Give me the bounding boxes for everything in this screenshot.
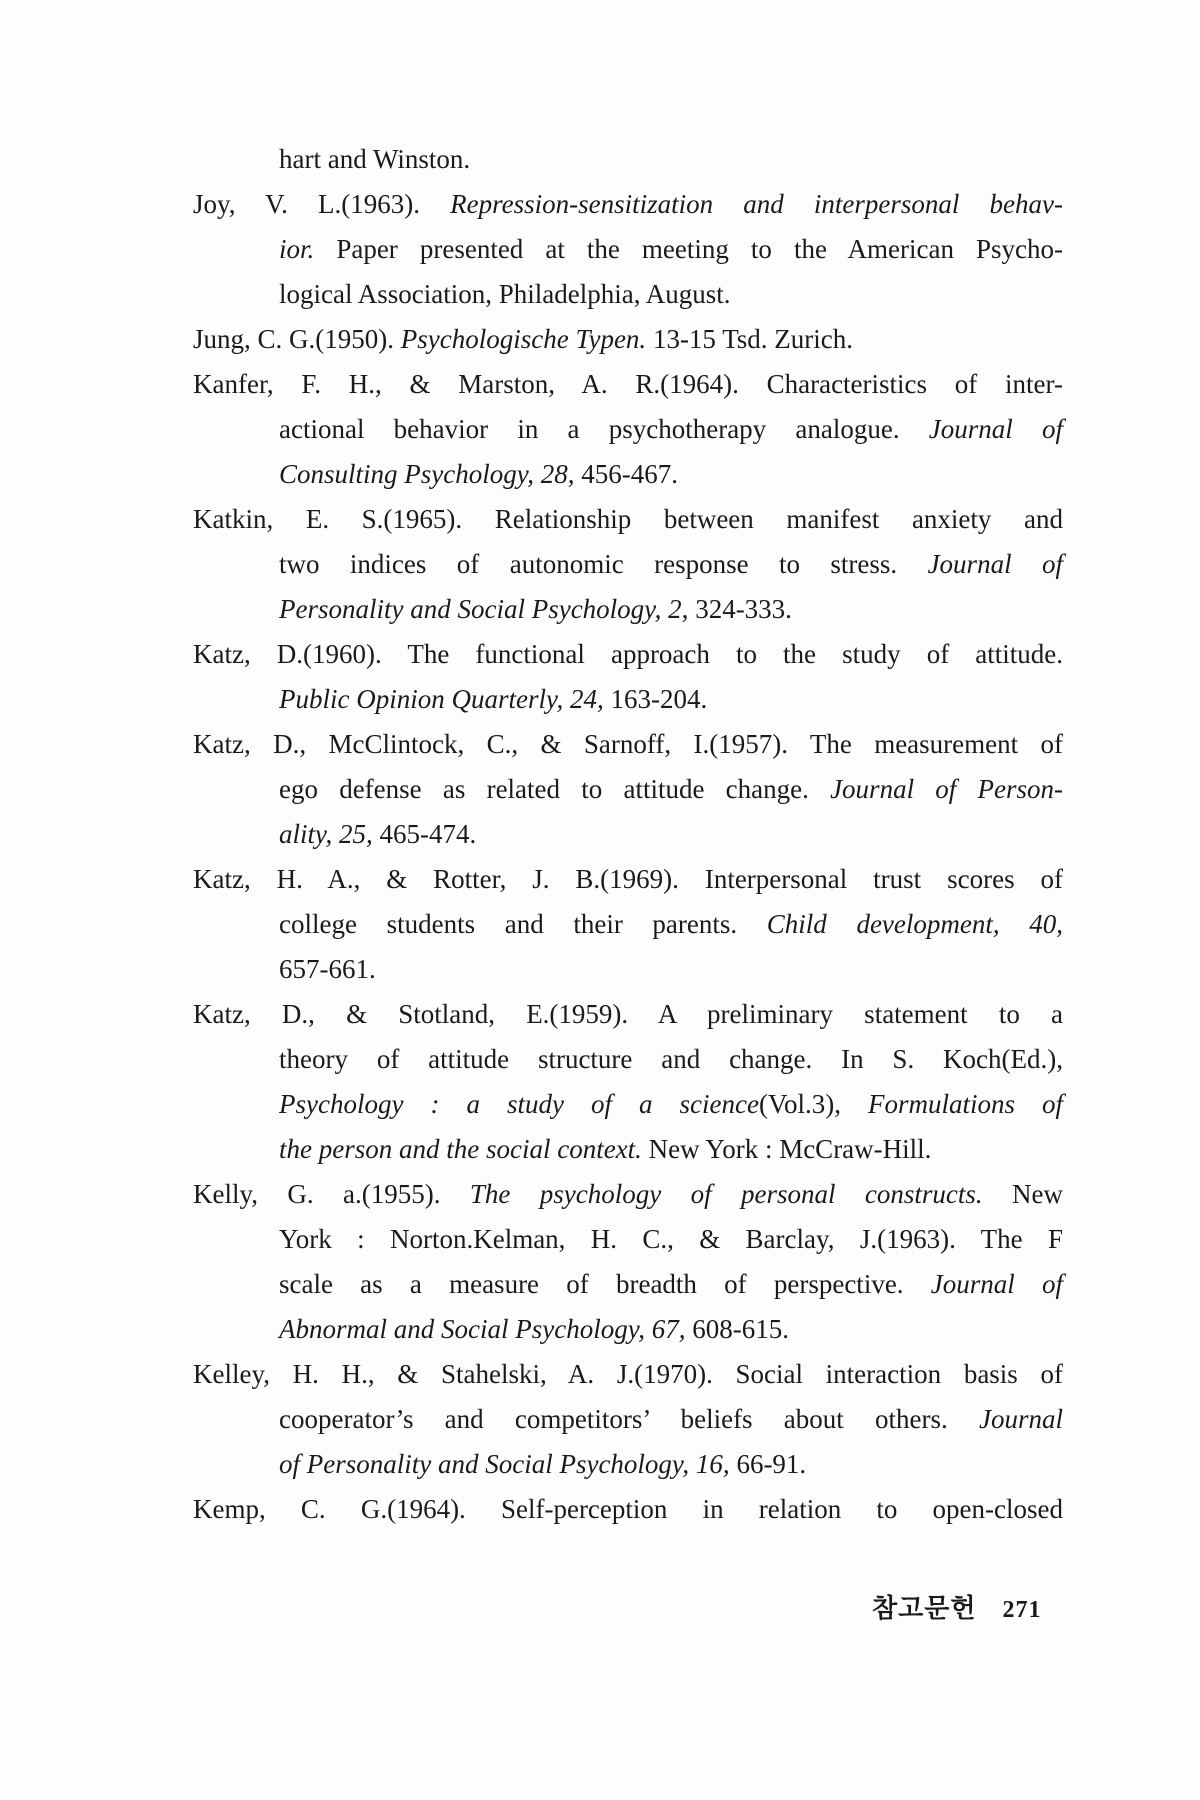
text: scale as a measure of breadth of perspective. — [279, 1269, 931, 1299]
italic-text: ior. — [279, 234, 315, 264]
text: Joy, V. L.(1963). — [193, 189, 451, 219]
text: Katkin, E. S.(1965). Relationship between manifest anxiety and — [193, 504, 1063, 534]
reference-line — [193, 1127, 1063, 1172]
reference-list — [193, 137, 1063, 1532]
reference-entry — [193, 497, 1063, 632]
reference-line — [193, 1217, 1063, 1262]
reference-line — [193, 272, 1063, 317]
text: Katz, D., & Stotland, E.(1959). A preliminary statement to a — [193, 999, 1063, 1029]
italic-text: Consulting Psychology, 28, — [279, 459, 575, 489]
reference-entry — [193, 1172, 1063, 1352]
reference-line — [193, 677, 1063, 722]
text: two indices of autonomic response to stress. — [279, 549, 928, 579]
reference-entry — [193, 857, 1063, 992]
italic-text: Repression-sensitization and interpersonal behav- — [450, 189, 1063, 219]
italic-text: Formulations of — [867, 1089, 1063, 1119]
page-number: 271 — [1002, 1597, 1042, 1623]
text: 608-615. — [685, 1314, 789, 1344]
text: 657-661. — [279, 954, 376, 984]
text: cooperator’s and competitors’ beliefs about others. — [279, 1404, 979, 1434]
text: 13-15 Tsd. Zurich. — [646, 324, 854, 354]
text: Kelly, G. a.(1955). — [193, 1179, 470, 1209]
italic-text: Personality and Social Psychology, 2, — [279, 594, 689, 624]
reference-line — [193, 407, 1063, 452]
reference-line — [193, 992, 1063, 1037]
reference-line — [193, 1172, 1063, 1217]
reference-entry — [193, 317, 1063, 362]
reference-line — [193, 587, 1063, 632]
text: New York : McCraw-Hill. — [641, 1134, 932, 1164]
reference-entry — [193, 137, 1063, 182]
text: 324-333. — [688, 594, 792, 624]
reference-line — [193, 317, 1063, 362]
text: 465-474. — [372, 819, 477, 849]
reference-line — [193, 497, 1063, 542]
reference-entry — [193, 362, 1063, 497]
reference-line — [193, 362, 1063, 407]
italic-text: of Personality and Social Psychology, 16, — [279, 1449, 730, 1479]
italic-text: The psychology of personal constructs. — [469, 1179, 983, 1209]
text: 66-91. — [729, 1449, 807, 1479]
reference-line — [193, 1442, 1063, 1487]
reference-line — [193, 632, 1063, 677]
italic-text: Child development, 40, — [766, 909, 1064, 939]
reference-entry — [193, 992, 1063, 1172]
reference-line — [193, 137, 1063, 182]
reference-line — [193, 1487, 1063, 1532]
reference-line — [193, 182, 1063, 227]
text: Katz, H. A., & Rotter, J. B.(1969). Interpersonal trust scores of — [193, 864, 1063, 894]
text: Kemp, C. G.(1964). Self-perception in relation to open-closed — [193, 1494, 1063, 1524]
text: Jung, C. G.(1950). — [193, 324, 401, 354]
text: York : Norton.Kelman, H. C., & Barclay, J.(1963). The F — [279, 1224, 1063, 1254]
italic-text: ality, 25, — [279, 819, 373, 849]
page-footer — [872, 1588, 1041, 1625]
text: hart and Winston. — [279, 144, 471, 174]
text: New — [982, 1179, 1063, 1209]
text: 456-467. — [574, 459, 678, 489]
reference-entry — [193, 722, 1063, 857]
reference-line — [193, 947, 1063, 992]
italic-text: Journal — [979, 1404, 1063, 1434]
reference-line — [193, 1352, 1063, 1397]
text: theory of attitude structure and change. In S. Koch(Ed.), — [279, 1044, 1063, 1074]
reference-line — [193, 857, 1063, 902]
text: Katz, D., McClintock, C., & Sarnoff, I.(1957). The measurement of — [193, 729, 1063, 759]
text: actional behavior in a psychotherapy analogue. — [279, 414, 929, 444]
italic-text: Journal of — [927, 549, 1063, 579]
italic-text: Public Opinion Quarterly, 24, — [279, 684, 604, 714]
text: Paper presented at the meeting to the American Psycho- — [314, 234, 1063, 264]
italic-text: the person and the social context. — [279, 1134, 642, 1164]
italic-text: Journal of — [930, 1269, 1063, 1299]
reference-line — [193, 452, 1063, 497]
reference-line — [193, 1307, 1063, 1352]
reference-line — [193, 1082, 1063, 1127]
reference-line — [193, 227, 1063, 272]
text: Kanfer, F. H., & Marston, A. R.(1964). Characteristics of inter- — [193, 369, 1063, 399]
reference-line — [193, 1397, 1063, 1442]
reference-entry — [193, 632, 1063, 722]
reference-line — [193, 1262, 1063, 1307]
text: Kelley, H. H., & Stahelski, A. J.(1970). Social interaction basis of — [193, 1359, 1063, 1389]
italic-text: Psychology : a study of a science — [279, 1089, 759, 1119]
text: 163-204. — [603, 684, 708, 714]
italic-text: Psychologische Typen. — [400, 324, 647, 354]
italic-text: Journal of — [928, 414, 1063, 444]
reference-entry — [193, 182, 1063, 317]
text: college students and their parents. — [279, 909, 767, 939]
italic-text: Journal of Person- — [830, 774, 1063, 804]
text: ego defense as related to attitude change. — [279, 774, 831, 804]
reference-entry — [193, 1487, 1063, 1532]
reference-line — [193, 767, 1063, 812]
reference-line — [193, 1037, 1063, 1082]
reference-line — [193, 542, 1063, 587]
reference-line — [193, 812, 1063, 857]
reference-line — [193, 722, 1063, 767]
text: logical Association, Philadelphia, August. — [279, 279, 731, 309]
text: Katz, D.(1960). The functional approach to the study of attitude. — [193, 639, 1063, 669]
reference-entry — [193, 1352, 1063, 1487]
text: (Vol.3), — [758, 1089, 868, 1119]
italic-text: Abnormal and Social Psychology, 67, — [279, 1314, 686, 1344]
running-footer-title: 참고문헌 — [872, 1594, 977, 1623]
reference-line — [193, 902, 1063, 947]
